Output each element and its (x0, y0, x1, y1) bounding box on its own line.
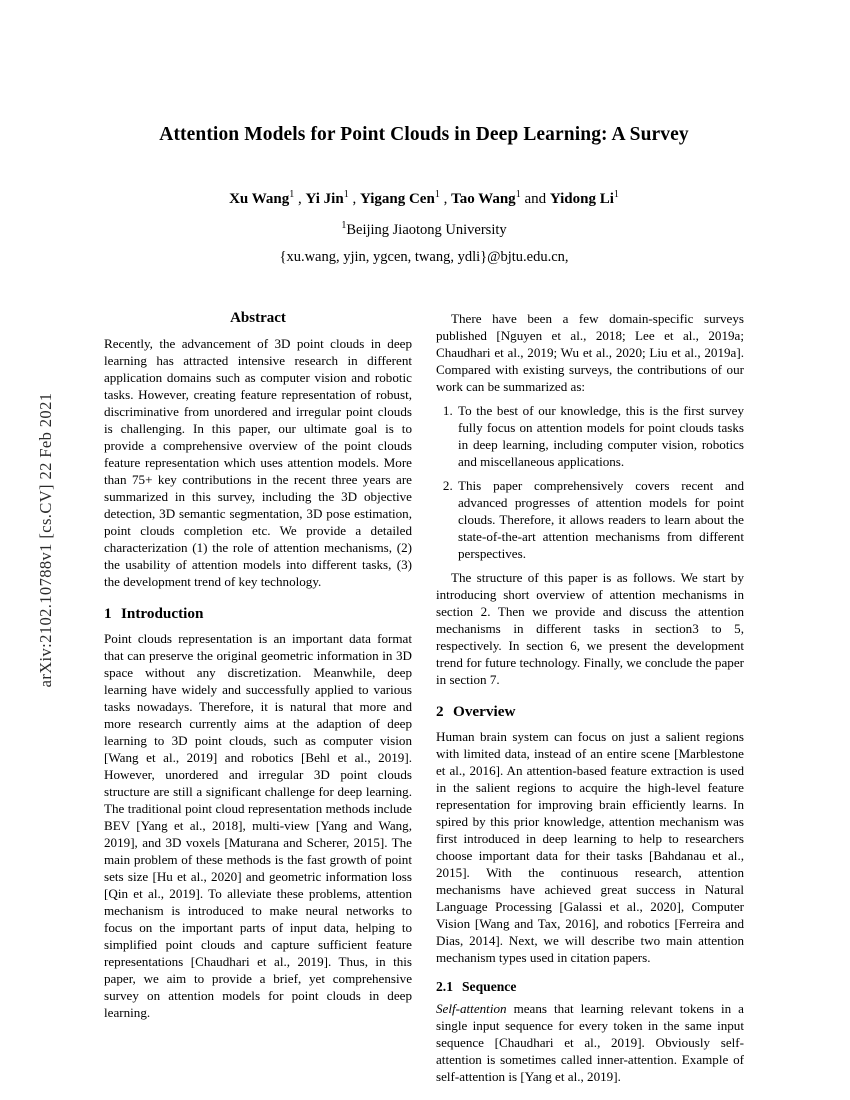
author-entry (229, 191, 305, 207)
paper-content (104, 104, 744, 1092)
section-title: Introduction (121, 604, 204, 622)
introduction-paragraph: Point clouds representation is an important data format that can preserve the original geometric information in 3D space without any discretization. Meanwhile, deep learning have widely and successfully applied to various tasks nowadays. Therefore, it is natural that more and more research currently aims at the adaption of deep learning to 3D point clouds, such as computer vision [Wang et al., 2019] and robotics [Behl et al., 2019]. However, unordered and irregular 3D point clouds structure are still a significant challenge for deep learning. The traditional point cloud representation methods include BEV [Yang et al., 2018], multi-view [Yang and Wang, 2019], and 3D voxels [Maturana and Scherer, 2015]. The main problem of these methods is the fast growth of point sets size [Hu et al., 2020] and geometric information loss [Qin et al., 2019]. To alleviate these problems, attention mechanism is introduced to make neural networks to focus on the important parts of input data, helping to simplified point clouds and capture sufficient feature representations [Chaudhari et al., 2019]. Thus, in this paper, we aim to provide a brief, yet comprehensive survey on attention models for point clouds in deep learning. (104, 630, 412, 1021)
author-entry (360, 191, 451, 207)
author-name: Yigang Cen (359, 191, 435, 208)
section-number: 1 (104, 604, 112, 622)
subsection-heading-sequence (436, 979, 744, 995)
sequence-paragraph: Self-attention means that learning relevant tokens in a single input sequence for every token in the same input sequence [Chaudhari et al., 2019]. Obviously self-attention is sometimes called inner-attention. Example of self-attention is [Yang et al., 2019]. (436, 1001, 744, 1085)
abstract-heading: Abstract (230, 309, 286, 326)
author-separator: , (294, 191, 306, 208)
author-separator: , (348, 191, 360, 208)
structure-paragraph: The structure of this paper is as follows. We start by introducing short overview of attention mechanisms in section 2. Then we provide and discuss the attention mechanisms in different tasks in section3 to 5, respectively. In section 6, we present the development trend for future technology. Finally, we conclude the paper in section 7. (436, 569, 744, 687)
left-column (104, 310, 412, 1093)
author-affil-marker: 1 (515, 189, 521, 201)
author-affil-marker: 1 (343, 189, 349, 201)
author-separator: , (439, 191, 452, 208)
section-heading-overview (436, 703, 744, 721)
section-number: 2 (436, 703, 444, 720)
affiliation-marker: 1 (341, 219, 347, 231)
author-entry (305, 191, 359, 207)
author-affil-marker: 1 (289, 189, 295, 201)
right-column (436, 310, 744, 1093)
author-name: Xu Wang (229, 191, 290, 208)
author-separator: and (520, 191, 550, 208)
author-affil-marker: 1 (613, 189, 619, 201)
list-item: 2. This paper comprehensively covers recent and advanced progresses of attention models for point clouds. Therefore, it allows readers to learn about the state-of-the-art attention mechanisms from different perspectives. (456, 477, 744, 562)
author-name: Yi Jin (305, 191, 344, 208)
page-title: Attention Models for Point Clouds in Deep Learning: A Survey (159, 124, 689, 145)
author-name: Yidong Li (549, 191, 614, 208)
author-emails: {xu.wang, yjin, ygcen, twang, ydli}@bjtu.edu.cn, (279, 248, 569, 265)
section-heading-introduction (104, 605, 412, 623)
overview-paragraph: Human brain system can focus on just a salient regions with limited data, instead of an entire scene [Marblestone et al., 2016]. An attention-based feature extraction is used in the salient regions to acquire the high-level feature representation for improving brain efficiently learns. In spired by this prior knowledge, attention mechanism was first introduced in deep learning to help to researchers choose important data for their tasks [Bahdanau et al., 2015]. With the continuous research, attention mechanisms have achieved great success in Natural Language Processing [Galassi et al., 2020], Computer Vision [Wang and Tax, 2016], and robotics [Ferreira and Dias, 2014]. Next, we will describe two main attention mechanism types used in citation papers. (436, 729, 744, 966)
author-list (104, 187, 744, 211)
list-item: 1. To the best of our knowledge, this is the first survey fully focus on attention models for point clouds tasks in deep learning, including computer vision, robotics and miscellaneous applications. (456, 402, 744, 470)
author-name: Tao Wang (451, 191, 516, 208)
author-entry (550, 191, 619, 207)
subsection-title: Sequence (462, 979, 517, 995)
subsection-number: 2.1 (436, 979, 453, 995)
two-column-body (104, 310, 744, 1093)
affiliation (104, 220, 744, 239)
contributions-list (436, 402, 744, 562)
section-title: Overview (453, 703, 516, 720)
author-affil-marker: 1 (434, 189, 440, 201)
arxiv-stamp: arXiv:2102.10788v1 [cs.CV] 22 Feb 2021 (36, 392, 55, 688)
author-entry (451, 191, 550, 207)
abstract-text: Recently, the advancement of 3D point clouds in deep learning has attracted intensive research in different application domains such as computer vision and robotic tasks. However, creating feature representation of robust, discriminative from unordered and irregular point clouds is challenging. In this paper, our ultimate goal is to provide a comprehensive overview of the point clouds feature representation which uses attention models. More than 75+ key contributions in the recent three years are summarized in this survey, including the 3D objective detection, 3D semantic segmentation, 3D pose estimation, point clouds completion etc. We provide a detailed characterization (1) the role of attention mechanisms, (2) the usability of attention models into different tasks, (3) the development trend of key technology. (104, 335, 412, 589)
surveys-paragraph: There have been a few domain-specific surveys published [Nguyen et al., 2018; Lee et al., 2019a; Chaudhari et al., 2019; Wu et al., 2020; Liu et al., 2019a]. Compared with existing surveys, the contributions of our work can be summarized as: (436, 310, 744, 394)
affiliation-name: Beijing Jiaotong University (346, 221, 507, 238)
